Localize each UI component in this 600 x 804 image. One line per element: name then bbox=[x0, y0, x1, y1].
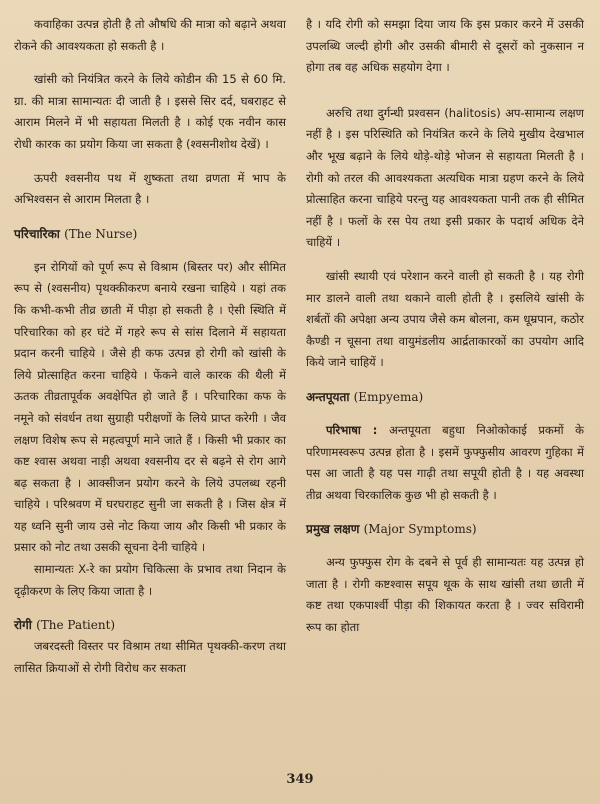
paragraph-definition bbox=[306, 420, 584, 506]
heading-english: (Major Symptoms) bbox=[363, 522, 477, 537]
right-column bbox=[306, 14, 584, 639]
paragraph: ऊपरी श्वसनीय पथ में शुष्कता तथा व्रणता में भाप के अभिश्वसन से आराम मिलता है । bbox=[14, 170, 286, 207]
paragraph: कवाहिका उत्पन्न होती है तो औषधि की मात्रा को बढ़ाने अथवा रोकने की आवश्यकता हो सकती है । bbox=[14, 17, 286, 53]
left-column bbox=[14, 14, 286, 679]
paragraph: जबरदस्ती विस्तर पर विश्राम तथा सीमित पृथक्की-करण तथा लासित क्रियाओं से रोगी विरोध कर सकता bbox=[14, 639, 286, 675]
section-heading-symptoms bbox=[306, 518, 584, 540]
heading-hindi: अन्तपूयता bbox=[306, 389, 350, 404]
heading-english: (The Patient) bbox=[36, 618, 116, 633]
heading-hindi: प्रमुख लक्षण bbox=[306, 522, 360, 537]
paragraph: खांसी को नियंत्रित करने के लिये कोडीन की 15 से 60 मि. ग्रा. की मात्रा सामान्यतः दी जाती है । इससे सिर दर्द, घबराहट से आराम मिलने में भी सहायता मिलती है । कोई एक नवीन कास रोधी कारक का प्रयोग किया जा सकता है (श्वसनीशोथ देखें) । bbox=[14, 72, 286, 151]
definition-text: अन्तपूयता बहुधा निओकोकाई प्रकमों के परिणामस्वरूप उत्पन्न होता है । इसमें फुफ्फुसीय आवरण गुहिका में पस आ जाती है यह पस गाढ़ी तथा सपूयी होती है । यह अवस्था तीव्र अथवा चिरकालिक कुछ भी हो सकती है । bbox=[306, 422, 584, 502]
paragraph: इन रोगियों को पूर्ण रूप से विश्राम (बिस्तर पर) और सीमित रूप से (श्वसनीय) पृथक्कीकरण बनाये रखना चाहिये । यहां तक कि कभी-कभी तीव्र छाती में पीड़ा हो सकती है । ऐसी स्थिति में परिचारिका को हर घंटे में गहरे रूप से सांस दिलाने में सहायता प्रदान करनी चाहिये । जैसे ही कफ उत्पन्न हो रोगी को खांसी के लिये प्रोत्साहित करना चाहिये । फेंकने वाले कारक की थैली में ऊतक तीव्रतापूर्वक अवक्षेपित हो जाते हैं । परिचारिका कफ के नमूने को संवर्धन तथा सुग्राही परीक्षणों के लिये प्राप्त करेगी । जैव लक्षण विशेष रूप से महत्वपूर्ण माने जाते हैं । किसी भी प्रकार का कष्ट श्वास अथवा नाड़ी अथवा श्वसनीय दर से बढ़ने से रोग आगे बढ़ सकता है । आक्सीजन प्रयोग करने के लिये उपलब्ध रहनी चाहिये । परिश्रवण में घरघराहट सुनी जा सकती है । जिस क्षेत्र में यह ध्वनि सुनी जाय उसे नोट किया जाय और किसी भी प्रकार के प्रसार को नोट तथा उसकी सूचना देनी चाहिये । bbox=[14, 259, 286, 555]
heading-english: (The Nurse) bbox=[64, 226, 138, 241]
section-heading-nurse bbox=[14, 223, 286, 245]
paragraph: अरुचि तथा दुर्गन्धी प्रश्वसन (halitosis) अप-सामान्य लक्षण नहीं है । इस परिस्थिति को नियंत्रित करने के लिये मुखीय देखभाल और भूख बढ़ाने के लिये थोड़े-थोड़े भोजन से सहायता मिलती है । रोगी को तरल की आवश्यकता अत्यधिक मात्रा ग्रहण करने के लिये प्रोत्साहित करना चाहिये परन्तु यह आवश्यकता पानी तक ही सीमित नहीं है । फलों के रस पेय तथा इसी प्रकार के पदार्थ अधिक देने चाहियें । bbox=[306, 105, 584, 250]
section-heading-empyema bbox=[306, 386, 584, 408]
heading-hindi: रोगी bbox=[14, 618, 32, 633]
section-heading-patient bbox=[14, 614, 286, 636]
paragraph: सामान्यतः X-रे का प्रयोग चिकित्सा के प्रभाव तथा निदान के दृढ़ीकरण के लिए किया जाता है । bbox=[14, 562, 286, 598]
paragraph: अन्य फुफ्फुस रोग के दबने से पूर्व ही सामान्यतः यह उत्पन्न हो जाता है । रोगी कष्टश्वास सपूय थूक के साथ खांसी तथा छाती में कष्ट तथा एकपार्श्वी पीड़ा की शिकायत करता है । ज्वर सविरामी रूप का होता bbox=[306, 555, 584, 635]
definition-label: परिभाषा : bbox=[326, 422, 378, 437]
paragraph: है । यदि रोगी को समझा दिया जाय कि इस प्रकार करने में उसकी उपलब्धि जल्दी होगी और उसकी बीमारी से दूसरों को नुकसान न होगा तब वह अधिक सहयोग देगा । bbox=[306, 17, 584, 75]
heading-english: (Empyema) bbox=[353, 389, 424, 404]
paragraph: खांसी स्थायी एवं परेशान करने वाली हो सकती है । यह रोगी मार डालने वाली तथा थकाने वाली होती है । इसलिये खांसी के शर्बतों की अपेक्षा अन्य उपाय जैसे कम बोलना, कम धूम्रपान, कठोर कैण्डी न चूसना तथा वायुमंडलीय आर्द्रताकारकों का उपयोग आदि किये जाने चाहियें । bbox=[306, 268, 584, 370]
page-number: 349 bbox=[286, 772, 314, 787]
heading-hindi: परिचारिका bbox=[14, 226, 60, 241]
